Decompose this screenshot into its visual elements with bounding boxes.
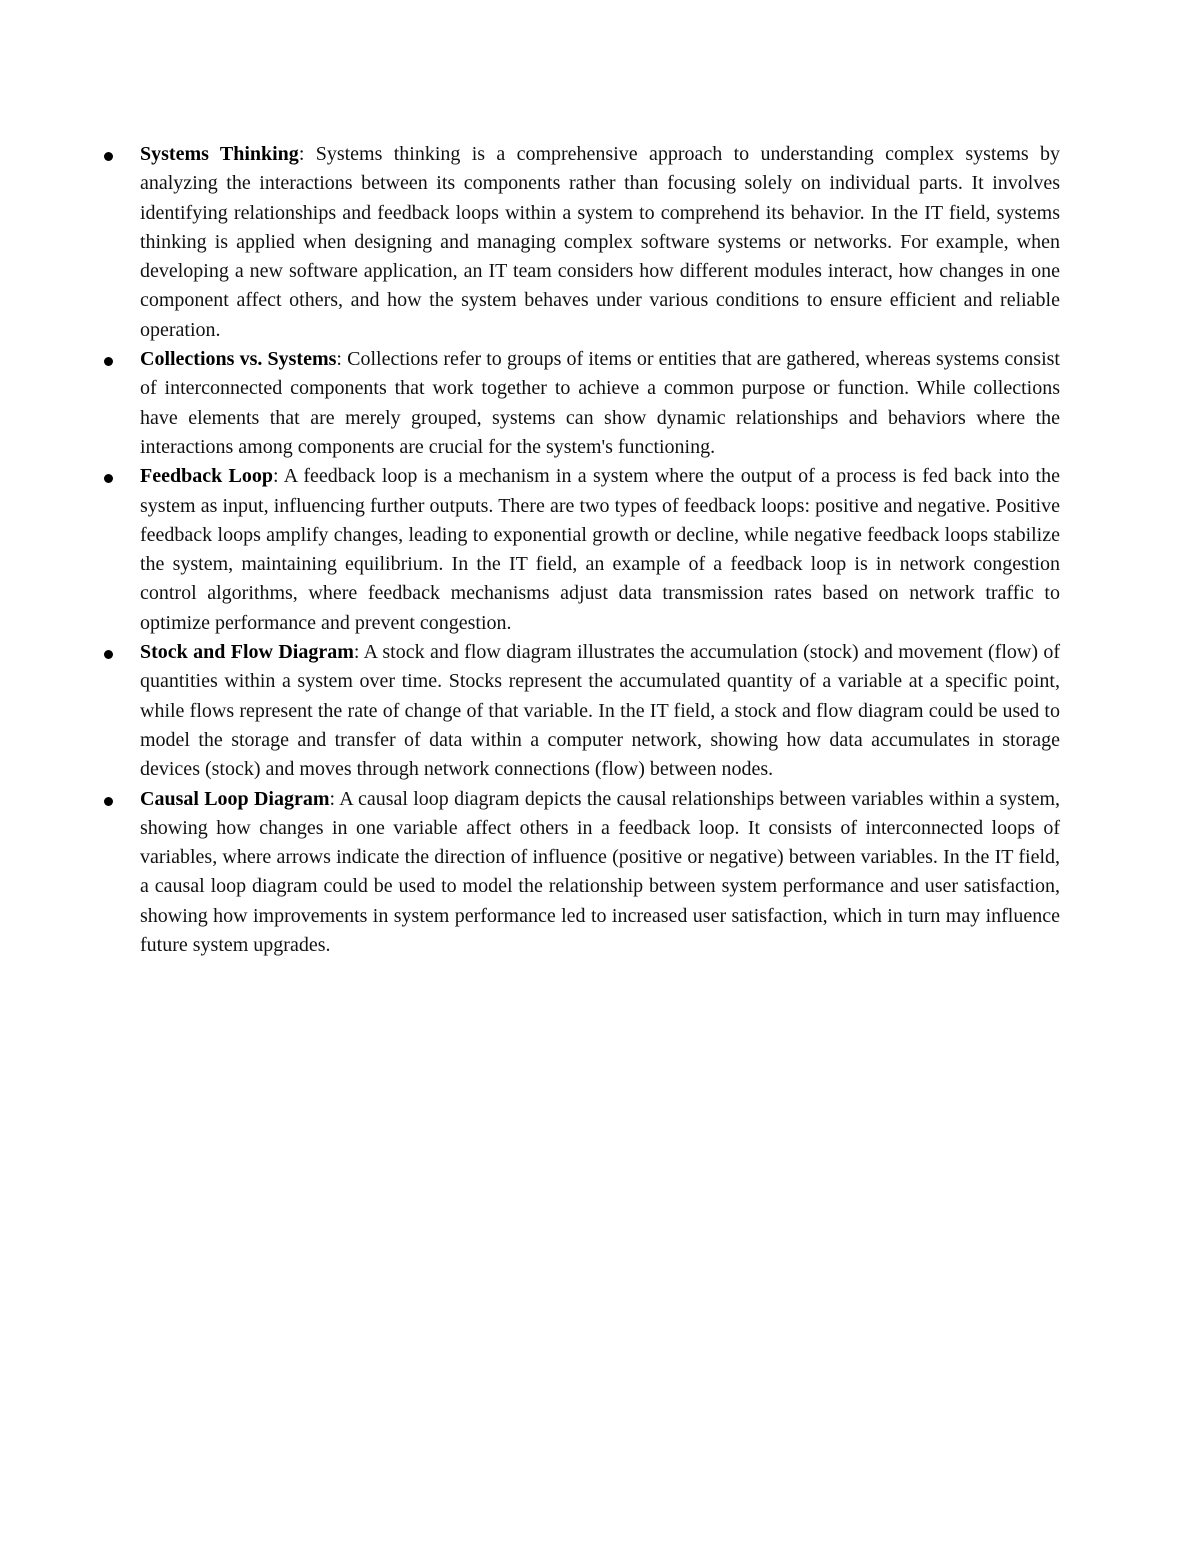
bullet-icon: [104, 797, 113, 806]
term-label: Feedback Loop: [140, 465, 273, 488]
list-item-paragraph: [140, 462, 1060, 638]
list-item-stock-and-flow-diagram: [100, 638, 1060, 784]
list-item-collections-vs-systems: [100, 345, 1060, 462]
term-label: Systems Thinking: [140, 143, 299, 165]
term-description: : Collections refer to groups of items or entities that are gathered, whereas systems consist of interconnected components that work together to achieve a common purpose or function. While collections have elements that are merely grouped, systems can show dynamic relationships and behaviors where the interactions among components are crucial for the system's functioning.: [140, 348, 1060, 458]
bullet-icon: [104, 152, 113, 161]
list-item-paragraph: [140, 140, 1060, 345]
list-item-paragraph: [140, 785, 1060, 961]
term-description: : Systems thinking is a comprehensive approach to understanding complex systems by analyzing the interactions between its components rather than focusing solely on individual parts. It involves identifying relationships and feedback loops within a system to comprehend its behavior. In the IT field, systems thinking is applied when designing and managing complex software systems or networks. For example, when developing a new software application, an IT team considers how different modules interact, how changes in one component affect others, and how the system behaves under various conditions to ensure efficient and reliable operation.: [140, 143, 1060, 341]
term-description: : A causal loop diagram depicts the causal relationships between variables within a system, showing how changes in one variable affect others in a feedback loop. It consists of interconnected loops of variables, where arrows indicate the direction of influence (positive or negative) between variables. In the IT field, a causal loop diagram could be used to model the relationship between system performance and user satisfaction, showing how improvements in system performance led to increased user satisfaction, which in turn may influence future system upgrades.: [140, 787, 1061, 957]
term-description: : A stock and flow diagram illustrates the accumulation (stock) and movement (flow) of quantities within a system over time. Stocks represent the accumulated quantity of a variable at a specific point, while flows represent the rate of change of that variable. In the IT field, a stock and flow diagram could be used to model the storage and transfer of data within a computer network, showing how data accumulates in storage devices (stock) and moves through network connections (flow) between nodes.: [140, 641, 1060, 781]
term-description: : A feedback loop is a mechanism in a system where the output of a process is fed back into the system as input, influencing further outputs. There are two types of feedback loops: positive and negative. Positive feedback loops amplify changes, leading to exponential growth or decline, while negative feedback loops stabilize the system, maintaining equilibrium. In the IT field, an example of a feedback loop is in network congestion control algorithms, where feedback mechanisms adjust data transmission rates based on network traffic to optimize performance and prevent congestion.: [140, 465, 1060, 634]
term-label: Causal Loop Diagram: [140, 787, 330, 810]
list-item-causal-loop-diagram: [100, 785, 1060, 961]
term-label: Collections vs. Systems: [140, 348, 337, 371]
list-item-systems-thinking: [100, 140, 1060, 345]
bullet-icon: [104, 357, 113, 366]
term-label: Stock and Flow Diagram: [140, 641, 354, 664]
list-item-feedback-loop: [100, 462, 1060, 638]
bullet-list: [100, 140, 1060, 960]
list-item-paragraph: [140, 345, 1060, 462]
bullet-icon: [104, 650, 113, 659]
bullet-icon: [104, 474, 113, 483]
list-item-paragraph: [140, 638, 1060, 784]
